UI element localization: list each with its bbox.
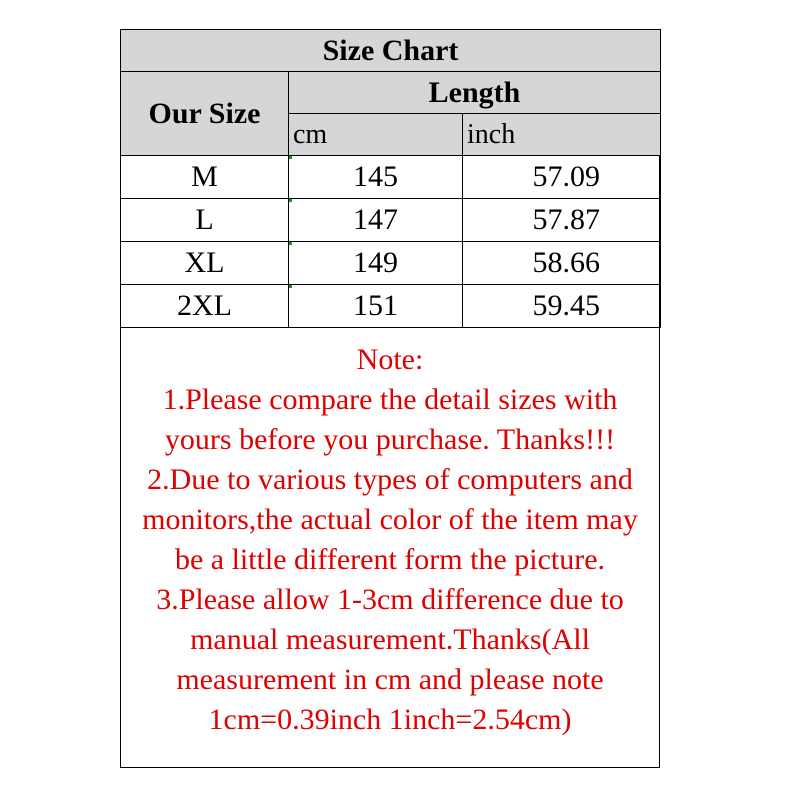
our-size-header: Our Size	[121, 72, 289, 156]
size-cell: 2XL	[121, 285, 289, 328]
cell-marker	[289, 156, 292, 159]
table-row	[121, 199, 661, 242]
unit-cm-header: cm	[289, 114, 463, 156]
size-cell: XL	[121, 242, 289, 285]
note-line: 3.Please allow 1-3cm difference due to	[156, 583, 624, 616]
cm-cell	[289, 285, 463, 328]
inch-cell: 57.87	[463, 199, 661, 242]
table-row	[121, 285, 661, 328]
note-line: yours before you purchase. Thanks!!!	[164, 423, 616, 456]
note-line: monitors,the actual color of the item may	[142, 503, 638, 536]
length-header: Length	[289, 72, 661, 114]
note-line: be a little different form the picture.	[174, 543, 606, 576]
size-cell: M	[121, 156, 289, 199]
cm-cell	[289, 199, 463, 242]
cell-marker	[289, 285, 292, 288]
cm-value: 149	[353, 246, 398, 279]
notes-block	[121, 340, 659, 740]
cm-value: 147	[353, 203, 398, 236]
note-line: manual measurement.Thanks(All	[190, 623, 590, 656]
inch-cell: 59.45	[463, 285, 661, 328]
cm-value: 151	[353, 289, 398, 322]
inch-cell: 57.09	[463, 156, 661, 199]
table-row	[121, 156, 661, 199]
note-line: 1cm=0.39inch 1inch=2.54cm)	[208, 703, 572, 736]
note-line: 1.Please compare the detail sizes with	[162, 383, 618, 416]
table-title: Size Chart	[121, 30, 661, 72]
note-heading: Note:	[356, 343, 424, 376]
note-line: measurement in cm and please note	[176, 663, 604, 696]
cm-cell	[289, 242, 463, 285]
table-row	[121, 242, 661, 285]
inch-cell: 58.66	[463, 242, 661, 285]
header-row	[121, 72, 661, 114]
cell-marker	[289, 199, 292, 202]
cm-value: 145	[353, 160, 398, 193]
cm-cell	[289, 156, 463, 199]
cell-marker	[289, 242, 292, 245]
title-row	[121, 30, 661, 72]
size-chart-table	[120, 29, 661, 328]
unit-inch-header: inch	[463, 114, 661, 156]
note-line: 2.Due to various types of computers and	[147, 463, 633, 496]
size-cell: L	[121, 199, 289, 242]
